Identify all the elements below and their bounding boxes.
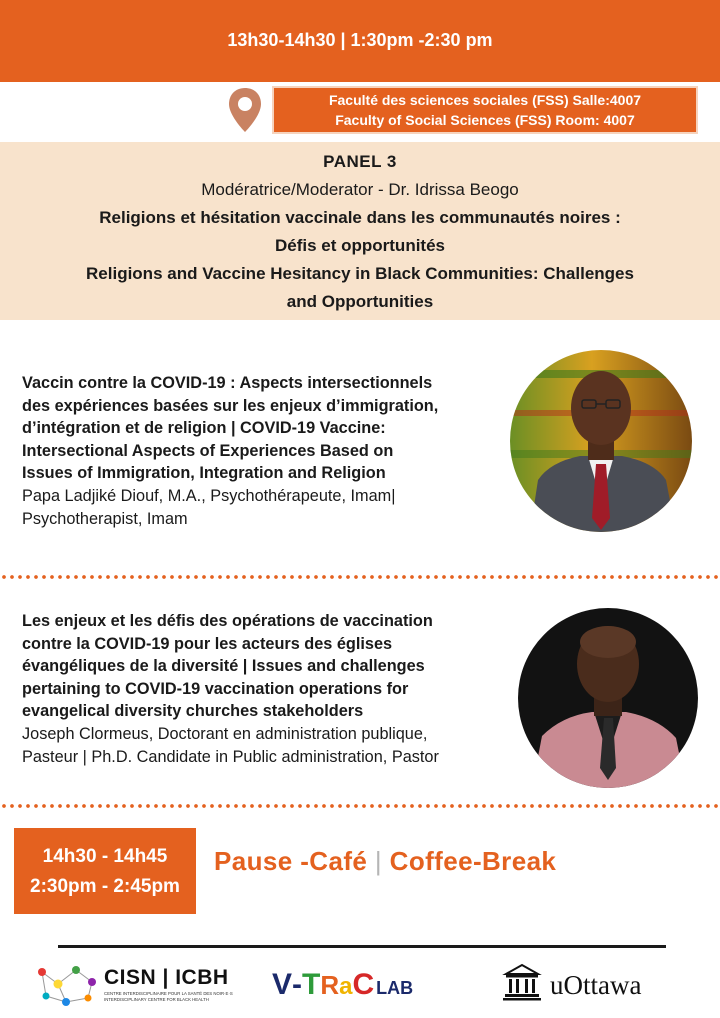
panel-topic-fr-line1: Religions et hésitation vaccinale dans les communautés noires :: [99, 208, 621, 227]
talk-title-line: Issues of Immigration, Integration and Religion: [22, 464, 386, 483]
speaker-line: Psychotherapist, Imam: [22, 509, 188, 528]
university-building-icon: [502, 962, 542, 1002]
talk-title-line: evangelical diversity churches stakeholders: [22, 702, 364, 721]
location-english: Faculty of Social Sciences (FSS) Room: 4007: [335, 112, 635, 128]
vtrac-r: R: [320, 970, 340, 1000]
session-time: 13h30-14h30 | 1:30pm -2:30 pm: [227, 30, 493, 50]
speaker-line: Joseph Clormeus, Doctorant en administration publique,: [22, 724, 428, 743]
talk-title-line: Intersectional Aspects of Experiences Based on: [22, 441, 394, 460]
talk-title-line: d’intégration et de religion | COVID-19 Vaccine:: [22, 419, 386, 438]
vtrac-dash: -: [292, 968, 303, 1001]
talk-title-line: contre la COVID-19 pour les acteurs des églises: [22, 634, 393, 653]
session-time-bar: [0, 0, 720, 82]
break-label-english: Coffee-Break: [389, 846, 557, 876]
uottawa-name: uOttawa: [550, 970, 642, 1000]
speaker-line: Papa Ladjiké Diouf, M.A., Psychothérapeute, Imam|: [22, 486, 396, 505]
panel-topic-en-line1: Religions and Vaccine Hesitancy in Black Communities: Challenges: [86, 264, 634, 283]
uottawa-logo: [500, 960, 670, 1006]
break-time-box: [14, 828, 196, 914]
cisn-subtitle-fr: CENTRE INTERDISCIPLINAIRE POUR LA SANTÉ DES NOIR·E·S: [104, 991, 233, 996]
dotted-divider: [0, 804, 720, 808]
cisn-name: CISN | ICBH: [104, 966, 229, 989]
talk-title-line: évangéliques de la diversité | Issues and challenges: [22, 657, 425, 676]
talk-title-line: Les enjeux et les défis des opérations de vaccination: [22, 612, 433, 630]
break-label: [214, 846, 704, 877]
cisn-subtitle: [104, 991, 274, 1002]
cisn-icbh-logo: [36, 962, 272, 1010]
break-separator: |: [374, 846, 383, 876]
break-time-english: 2:30pm - 2:45pm: [30, 876, 180, 897]
dotted-divider: [0, 575, 720, 579]
location-banner: [272, 86, 698, 134]
vtrac-c: C: [352, 968, 375, 1001]
talk-1: [22, 372, 438, 530]
speaker-photo-1: [510, 350, 692, 532]
talk-2: [22, 610, 439, 768]
panel-topic-fr-line2: Défis et opportunités: [274, 236, 445, 255]
vtrac-a: a: [339, 973, 353, 1000]
break-label-french: Pause -Café: [214, 846, 368, 876]
speaker-photo-2: [518, 608, 698, 788]
vtrac-t: T: [302, 968, 321, 1001]
panel-header: [0, 142, 720, 320]
panel-title: PANEL 3: [323, 152, 397, 171]
panel-topic-en-line2: and Opportunities: [286, 292, 434, 311]
talk-title-line: Vaccin contre la COVID-19 : Aspects intersectionnels: [22, 374, 433, 392]
vtrac-lab-logo: [272, 968, 462, 1004]
network-nodes-icon: [36, 962, 100, 1008]
talk-title-line: des expériences basées sur les enjeux d’immigration,: [22, 396, 439, 415]
break-time-french: 14h30 - 14h45: [42, 846, 168, 867]
panel-moderator: Modératrice/Moderator - Dr. Idrissa Beogo: [201, 180, 519, 199]
location-french: Faculté des sciences sociales (FSS) Salle:4007: [328, 92, 642, 108]
location-pin-icon: [226, 86, 264, 134]
vtrac-lab: LAB: [376, 978, 414, 998]
vtrac-v: V: [272, 968, 293, 1001]
speaker-line: Pasteur | Ph.D. Candidate in Public administration, Pastor: [22, 747, 439, 766]
cisn-subtitle-en: INTERDISCIPLINARY CENTRE FOR BLACK HEALTH: [104, 996, 209, 1002]
talk-title-line: pertaining to COVID-19 vaccination operations for: [22, 679, 409, 698]
footer-divider: [58, 945, 666, 948]
